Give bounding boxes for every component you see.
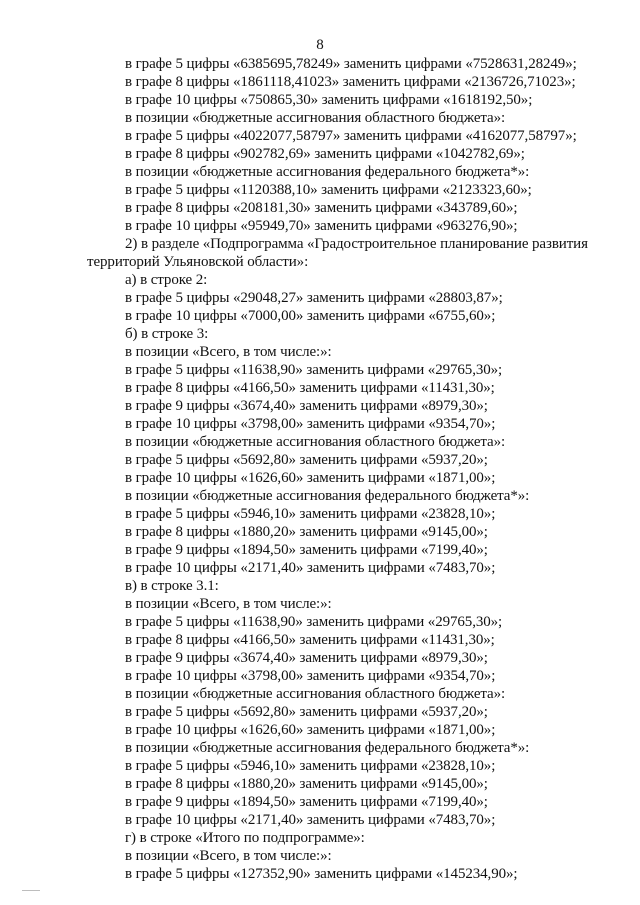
- text-line: в позиции «бюджетные ассигнования областного бюджета»:: [125, 686, 506, 702]
- text-line: в графе 5 цифры «5692,80» заменить цифрами «5937,20»;: [125, 704, 488, 720]
- text-line: б) в строке 3:: [125, 326, 209, 342]
- text-line: в графе 9 цифры «3674,40» заменить цифрами «8979,30»;: [125, 398, 488, 414]
- text-line: в позиции «Всего, в том числе:»:: [125, 344, 332, 360]
- text-line: в графе 8 цифры «902782,69» заменить цифрами «1042782,69»;: [125, 146, 525, 162]
- text-line: в графе 5 цифры «127352,90» заменить цифрами «145234,90»;: [125, 866, 518, 882]
- text-line: в графе 10 цифры «7000,00» заменить цифрами «6755,60»;: [125, 308, 496, 324]
- text-line: в графе 9 цифры «1894,50» заменить цифрами «7199,40»;: [125, 794, 488, 810]
- text-line: в) в строке 3.1:: [125, 578, 219, 594]
- text-line: 2) в разделе «Подпрограмма «Градостроительное планирование развития: [125, 236, 588, 252]
- text-line: в позиции «бюджетные ассигнования федерального бюджета*»:: [125, 488, 530, 504]
- text-line: в графе 5 цифры «11638,90» заменить цифрами «29765,30»;: [125, 614, 503, 630]
- text-line: в графе 10 цифры «2171,40» заменить цифрами «7483,70»;: [125, 812, 496, 828]
- text-line: в графе 10 цифры «1626,60» заменить цифрами «1871,00»;: [125, 722, 496, 738]
- text-line: г) в строке «Итого по подпрограмме»:: [125, 830, 365, 846]
- text-line: в графе 10 цифры «750865,30» заменить цифрами «1618192,50»;: [125, 92, 533, 108]
- text-line: в графе 5 цифры «11638,90» заменить цифрами «29765,30»;: [125, 362, 503, 378]
- scan-artifact: [22, 890, 40, 891]
- text-line: в графе 8 цифры «4166,50» заменить цифрами «11431,30»;: [125, 632, 495, 648]
- text-line: в графе 8 цифры «1880,20» заменить цифрами «9145,00»;: [125, 524, 488, 540]
- text-line: в графе 10 цифры «1626,60» заменить цифрами «1871,00»;: [125, 470, 496, 486]
- text-line: в графе 5 цифры «29048,27» заменить цифрами «28803,87»;: [125, 290, 503, 306]
- text-line: в графе 10 цифры «3798,00» заменить цифрами «9354,70»;: [125, 416, 496, 432]
- text-line: в графе 5 цифры «5692,80» заменить цифрами «5937,20»;: [125, 452, 488, 468]
- text-line: в позиции «Всего, в том числе:»:: [125, 848, 332, 864]
- page-number: 8: [316, 37, 324, 53]
- text-line: в графе 5 цифры «1120388,10» заменить цифрами «2123323,60»;: [125, 182, 532, 198]
- text-line: в графе 9 цифры «1894,50» заменить цифрами «7199,40»;: [125, 542, 488, 558]
- text-line: в графе 10 цифры «3798,00» заменить цифрами «9354,70»;: [125, 668, 496, 684]
- text-line: в графе 9 цифры «3674,40» заменить цифрами «8979,30»;: [125, 650, 488, 666]
- text-line: в графе 10 цифры «95949,70» заменить цифрами «963276,90»;: [125, 218, 518, 234]
- text-line: в позиции «бюджетные ассигнования областного бюджета»:: [125, 434, 506, 450]
- text-line: в позиции «бюджетные ассигнования федерального бюджета*»:: [125, 164, 530, 180]
- text-line: в позиции «бюджетные ассигнования областного бюджета»:: [125, 110, 506, 126]
- text-line: в позиции «бюджетные ассигнования федерального бюджета*»:: [125, 740, 530, 756]
- text-line: а) в строке 2:: [125, 272, 208, 288]
- text-line: территорий Ульяновской области»:: [87, 254, 309, 270]
- text-line: в графе 8 цифры «208181,30» заменить цифрами «343789,60»;: [125, 200, 518, 216]
- text-line: в графе 5 цифры «5946,10» заменить цифрами «23828,10»;: [125, 758, 496, 774]
- text-line: в графе 5 цифры «4022077,58797» заменить цифрами «4162077,58797»;: [125, 128, 577, 144]
- text-line: в графе 8 цифры «1880,20» заменить цифрами «9145,00»;: [125, 776, 488, 792]
- text-line: в графе 5 цифры «5946,10» заменить цифрами «23828,10»;: [125, 506, 496, 522]
- text-line: в позиции «Всего, в том числе:»:: [125, 596, 332, 612]
- text-line: в графе 10 цифры «2171,40» заменить цифрами «7483,70»;: [125, 560, 496, 576]
- text-line: в графе 5 цифры «6385695,78249» заменить цифрами «7528631,28249»;: [125, 56, 577, 72]
- text-line: в графе 8 цифры «1861118,41023» заменить цифрами «2136726,71023»;: [125, 74, 576, 90]
- text-line: в графе 8 цифры «4166,50» заменить цифрами «11431,30»;: [125, 380, 495, 396]
